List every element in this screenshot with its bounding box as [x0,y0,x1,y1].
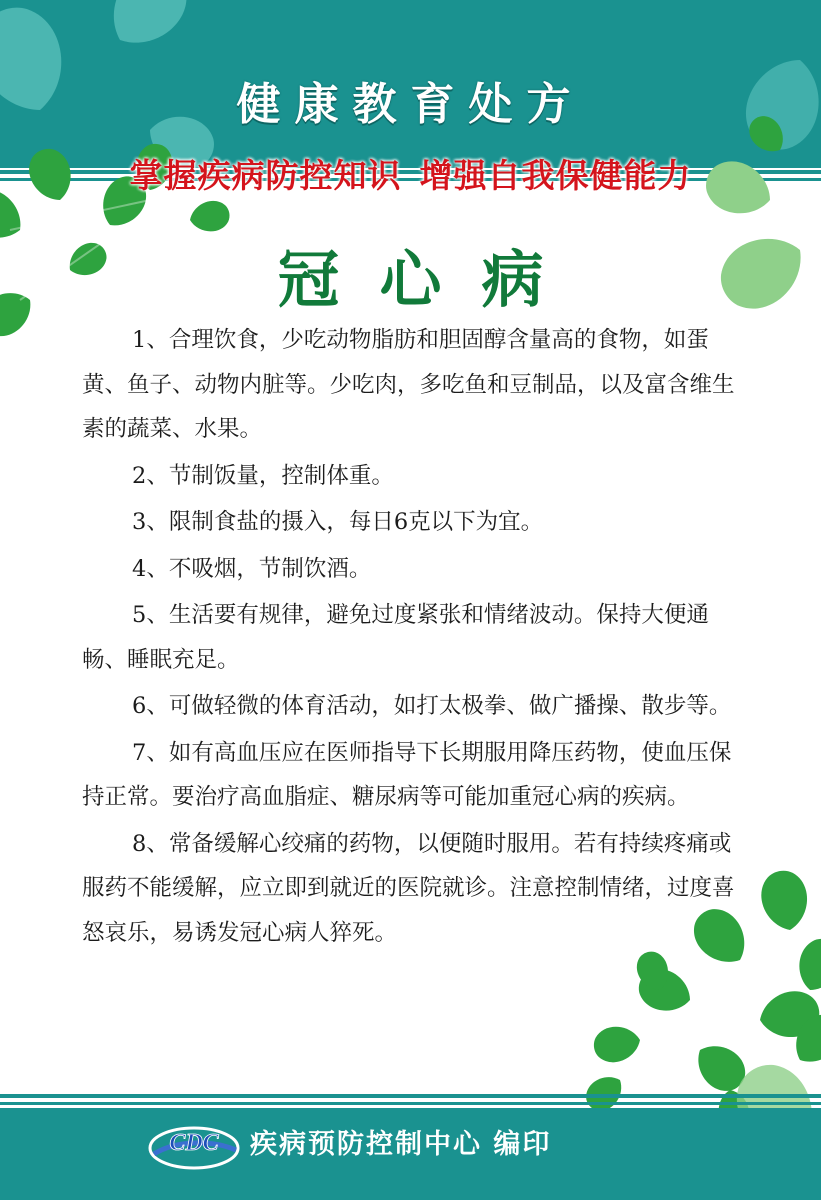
advice-item-6: 6、可做轻微的体育活动，如打太极拳、做广播操、散步等。 [132,693,732,719]
advice-item-4: 4、不吸烟，节制饮酒。 [132,555,372,582]
cdc-logo-text: CDC [169,1130,219,1156]
advice-list [82,318,748,955]
footer-stripe [0,1094,821,1098]
advice-item-5: 5、生活要有规律，避免过度紧张和情绪波动。保持大便通畅、睡眠充足。 [82,602,709,673]
disease-title: 冠心病 [277,243,584,316]
cdc-logo-icon [146,1120,242,1172]
advice-item-3: 3、限制食盐的摄入，每日6克以下为宜。 [132,509,544,535]
advice-item-8: 8、常备缓解心绞痛的药物，以便随时服用。若有持续疼痛或服药不能缓解，应立即到就近的医院就诊。注意控制情绪，过度喜怒哀乐，易诱发冠心病人猝死。 [82,830,735,946]
page-title: 健康教育处方 [236,79,585,130]
slogan-part-2: 增强自我保健能力 [419,156,692,195]
advice-item-7: 7、如有高血压应在医师指导下长期服用降压药物，使血压保持正常。要治疗高血脂症、糖尿病等可能加重冠心病的疾病。 [82,739,732,810]
slogan-part-1: 掌握疾病防控知识 [129,156,402,195]
publisher-label: 疾病预防控制中心 编印 [250,1129,552,1160]
slogan [0,150,821,197]
footer-stripe [0,1102,821,1105]
advice-item-1: 1、合理饮食，少吃动物脂肪和胆固醇含量高的食物，如蛋黄、鱼子、动物内脏等。少吃肉，多吃鱼和豆制品，以及富含维生素的蔬菜、水果。 [82,327,735,442]
advice-item-2: 2、节制饭量，控制体重。 [132,462,394,489]
